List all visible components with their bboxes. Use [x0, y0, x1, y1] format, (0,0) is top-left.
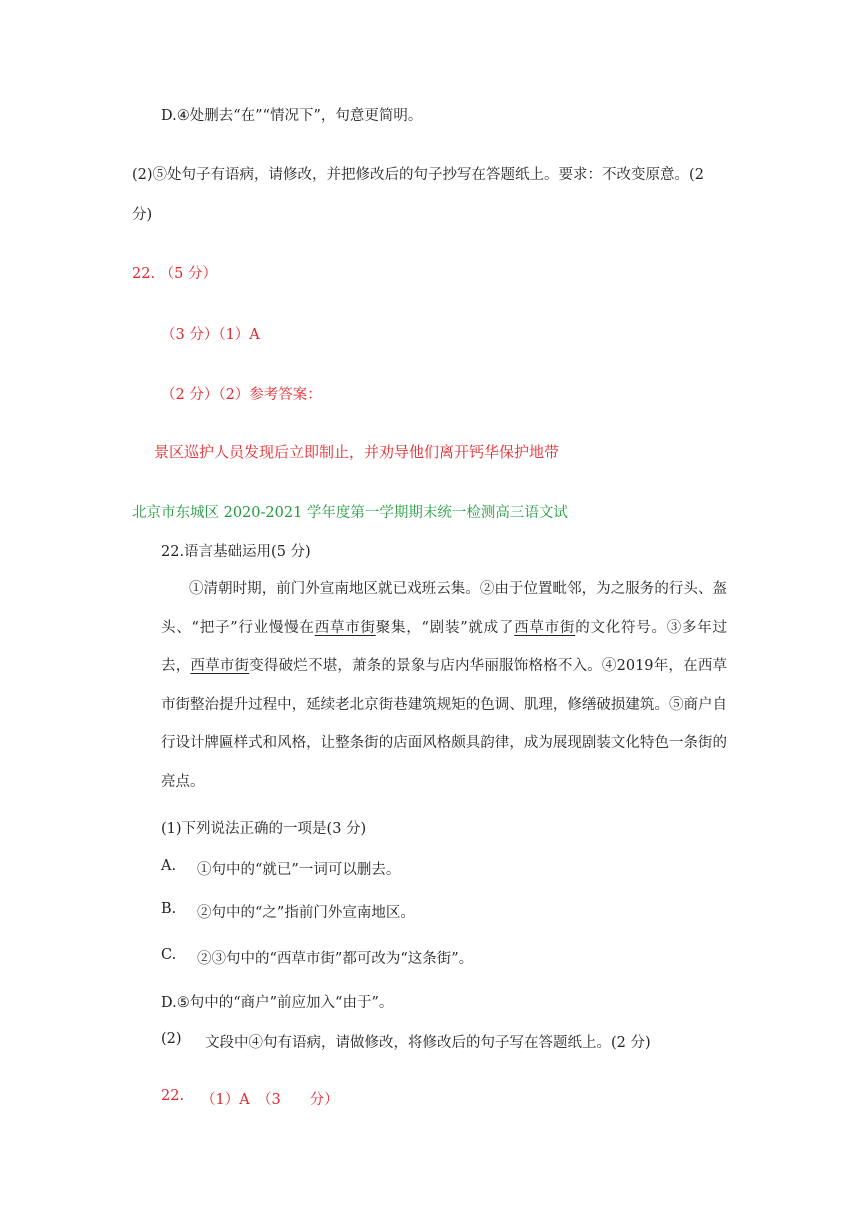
question-2-line-2: 分) — [132, 207, 153, 223]
option-text: ②③句中的“西草市街”都可改为“这条街”。 — [197, 951, 474, 967]
source-heading: 北京市东城区 2020-2021 学年度第一学期期末统一检测高三语文试 — [132, 505, 568, 521]
answer-part-2: （2 分）（2）参考答案： — [161, 387, 322, 403]
question-title: 22.语言基础运用(5 分) — [161, 544, 311, 560]
option-c — [161, 947, 474, 967]
answer-2-number: 22. — [161, 1088, 185, 1104]
question-2-text: 文段中④句有语病，请做修改，将修改后的句子写在答题纸上。(2 分) — [205, 1035, 651, 1051]
question-1: (1)下列说法正确的一项是(3 分) — [161, 821, 367, 837]
option-d: D.④处删去“在”“情况下”，句意更简明。 — [161, 108, 423, 124]
question-2-line-1: (2)⑤处句子有语病，请修改，并把修改后的句子抄写在答题纸上。要求：不改变原意。(2 — [132, 167, 704, 183]
answer-text: 景区巡护人员发现后立即制止，并劝导他们离开钙华保护地带 — [154, 443, 560, 461]
option-d-2: D.⑤句中的“商户”前应加入“由于”。 — [161, 995, 394, 1011]
option-b — [161, 901, 415, 921]
option-label: A. — [161, 858, 177, 874]
option-a — [161, 858, 401, 878]
passage-part-3: 的文化符号。③多年过去， — [161, 619, 728, 674]
question-2-label: (2) — [161, 1031, 182, 1047]
passage-part-1: ①清朝时期，前门外宣南地区就已戏班云集。②由于位置毗邻，为之服务的行头、盔头、“把子”行业慢慢在 — [161, 581, 727, 636]
underlined-term: 西草市街 — [314, 619, 376, 636]
passage-part-4: 变得破烂不堪，萧条的景象与店内华丽服饰格格不入。④2019年，在西草市街整治提升过程中，延续老北京街巷建筑规矩的色调、肌理，修缮破损建筑。⑤商户自行设计牌匾样式和风格，让整条街的店面风格颇具韵律，成为展现剧装文化特色一条街的亮点。 — [161, 658, 728, 790]
answer-part-1: （3 分）（1）A — [161, 327, 260, 343]
option-text: ②句中的“之”指前门外宣南地区。 — [197, 905, 415, 921]
option-text: ①句中的“就已”一词可以删去。 — [197, 862, 401, 878]
question-2 — [161, 1031, 651, 1051]
answer-2-text: （1）A （3 分） — [201, 1092, 339, 1108]
underlined-term: 西草市街 — [514, 619, 576, 636]
underlined-term: 西草市街 — [190, 658, 250, 674]
option-label: C. — [161, 947, 177, 963]
passage — [161, 570, 727, 801]
passage-part-2: 聚集，“剧装”就成了 — [375, 619, 515, 636]
answer-number: 22. （5 分） — [132, 266, 218, 282]
option-label: B. — [161, 901, 177, 917]
answer-2 — [161, 1088, 339, 1108]
